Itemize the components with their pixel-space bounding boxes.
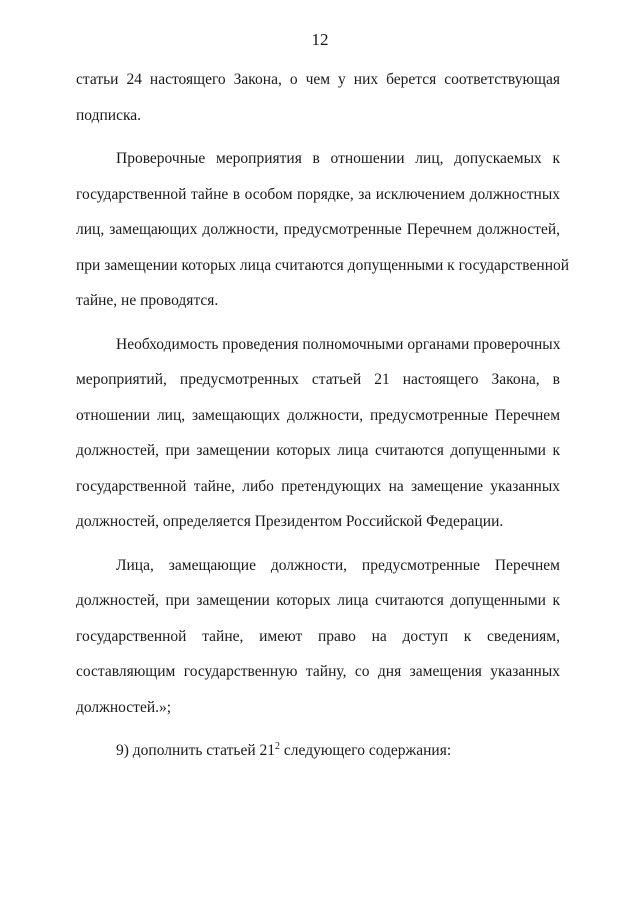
text-line: Необходимость проведения полномочными органами проверочных <box>116 335 561 353</box>
text-line: статьи 24 настоящего Закона, о чем у них берется соответствующая <box>76 71 560 88</box>
text-line: государственной тайне, либо претендующих на замещение указанных <box>76 477 560 495</box>
text-line: тайне, не проводятся. <box>76 292 219 309</box>
text-line: должностей, при замещении которых лица считаются допущенными к <box>76 592 560 609</box>
text-line: государственной тайне в особом порядке, за исключением должностных <box>76 185 560 203</box>
paragraph-3 <box>76 333 560 546</box>
text-line: подписка. <box>76 106 142 124</box>
document-body <box>76 68 570 775</box>
text-line: государственной тайне, имеют право на доступ к сведениям, <box>76 627 560 645</box>
page-number: 12 <box>311 30 329 49</box>
article-superscript: 2 <box>275 741 281 752</box>
paragraph-4 <box>76 554 560 732</box>
text-line <box>76 739 560 775</box>
text-line: лиц, замещающих должности, предусмотренные Перечнем должностей, <box>76 221 560 238</box>
amendment-text: 9) дополнить статьей 21 <box>116 742 276 759</box>
text-line: Лица, замещающие должности, предусмотренные Перечнем <box>116 556 560 574</box>
text-line: при замещении которых лица считаются допущенными к государственной <box>76 256 570 274</box>
paragraph-5 <box>76 739 560 775</box>
text-line: отношении лиц, замещающих должности, предусмотренные Перечнем <box>76 406 560 424</box>
text-line: должностей.»; <box>76 698 172 716</box>
amendment-text-tail: следующего содержания: <box>280 742 452 759</box>
text-line: должностей, определяется Президентом Российской Федерации. <box>76 513 504 530</box>
text-line: Проверочные мероприятия в отношении лиц, допускаемых к <box>116 150 560 167</box>
text-line: мероприятий, предусмотренных статьей 21 настоящего Закона, в <box>76 371 560 388</box>
text-line: составляющим государственную тайну, со дня замещения указанных <box>76 663 560 680</box>
paragraph-2 <box>76 147 570 325</box>
paragraph-1 <box>76 68 560 139</box>
text-line: должностей, при замещении которых лица считаются допущенными к <box>76 442 560 459</box>
